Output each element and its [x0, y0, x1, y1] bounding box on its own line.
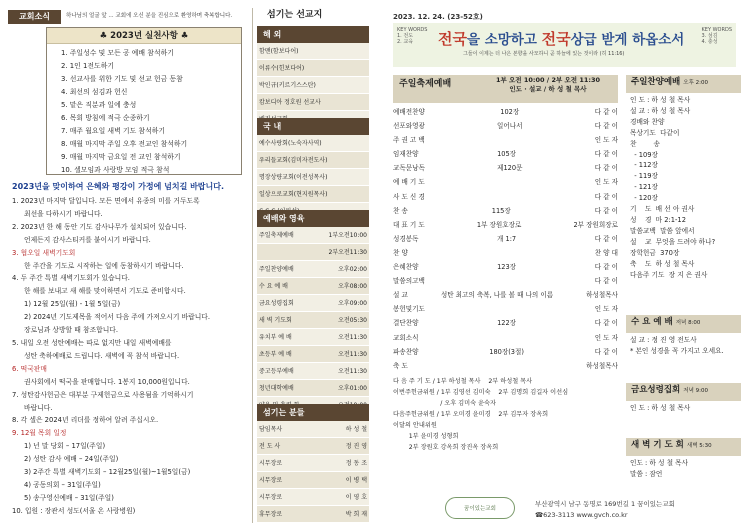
service-item-name: 은혜찬양 [393, 263, 419, 272]
domestic-item-name: 예수사랑회(노숙자사역) [259, 140, 322, 147]
worship-row [257, 346, 369, 363]
praise-line: 말씀교백 말씀 앞에서 [630, 226, 695, 235]
praise-line: 장학헌금 370장 [630, 248, 680, 257]
overseas-item [257, 77, 369, 94]
service-item-detail [425, 190, 595, 204]
praise-line: 인 도 : 하 성 철 목사 [630, 96, 691, 104]
announcement-line: 1. 2023년 마지막 달입니다. 모든 면에서 유종의 미를 거두도록 [12, 197, 200, 205]
servant-row-label: 전 도 사 [259, 443, 281, 450]
keywords-right: KEY WORDS 3. 섬김 4. 충성 [701, 27, 732, 45]
announcement-list [12, 195, 250, 518]
service-item-leader: 다 같 이 [594, 192, 618, 201]
praise-line: 축 도 하 성 철 목사 [630, 259, 695, 268]
servant-row-value: 이 영 호 [345, 494, 367, 501]
announcement-line: 1) 12월 25일(월) - 1월 5일(금) [24, 300, 121, 309]
service-item-detail [425, 274, 595, 288]
worship-row-value: 오전11:30 [338, 368, 367, 375]
servants-list [257, 421, 369, 523]
servant-row-label: 시무장로 [259, 460, 283, 467]
service-item-leader: 다 같 이 [594, 206, 618, 215]
practice-item: 5. 맡은 직분과 일에 충성 [61, 101, 137, 109]
friday-service: 금요성령집회 저녁 9:00 인 도 : 하 성 철 목사 [626, 383, 741, 416]
overseas-list [257, 43, 369, 128]
service-item-leader: 찬 양 대 [594, 248, 618, 257]
domestic-item-name: 우리들교회(김미자전도사) [259, 157, 328, 164]
announcement-line: 한 주간을 기도로 시작하는 일에 동참하시기 바랍니다. [24, 261, 184, 270]
service-item-detail: 102장 [500, 108, 520, 116]
service-item [393, 190, 618, 204]
servant-row-value: 박 희 재 [345, 511, 367, 518]
service-item-detail [425, 175, 595, 189]
roster-line: / 오후 김미숙 윤숙자 [393, 399, 497, 407]
service-item-detail [425, 302, 595, 316]
service-item [393, 147, 618, 161]
roster-line: 1부 윤미경 성형희 [393, 432, 459, 440]
banner-verse: 그들이 이제는 더 나은 본향을 사모하니 곧 하늘에 있는 것이라 (히 11:16) [463, 51, 625, 57]
announcement-line: 7. 성탄감사헌금은 대부분 구제헌금으로 사용됨을 기억하시기 [12, 390, 194, 399]
service-item-leader: 다 같 이 [594, 150, 618, 159]
worship-row-label: 유치부 예 배 [259, 334, 292, 341]
issue-date: 2023. 12. 24. (23-52호) [393, 13, 483, 21]
announcement-line: 6. 떡국판매 [12, 364, 47, 373]
announcement-line: 1) 넌 말 당회 – 17일(주일) [24, 442, 106, 451]
worship-row-label: 중고등부예배 [259, 368, 294, 375]
worship-row [257, 295, 369, 312]
servant-row-value: 이 병 택 [345, 477, 367, 484]
dawn-prayer: 새 벽 기 도 회 새벽 5:30 인도 : 하 성 철 목사 말씀 : 잠언 [626, 438, 741, 482]
domestic-section: 국 내 예수사랑회(노숙자사역) 우리들교회(김미자전도사) 명장상량교회(이전성목사) 일상으로교회(현지원목사) [257, 118, 369, 220]
overseas-item [257, 60, 369, 77]
service-item-leader: 인 도 자 [594, 333, 618, 342]
announcement-line: 10. 입원 : 장관서 성도(서울 온 사랑병원) [12, 506, 136, 515]
wednesday-service: 수 요 예 배 저녁 8:00 설 교 : 정 진 영 전도사 * 본인 성경을 꼭 가지고 오세요. [626, 315, 741, 359]
worship-row-value: 오후01:00 [338, 385, 367, 392]
roster-line: 다 음 주 기 도 / 1부 하성철 목사 2부 하성철 목사 [393, 377, 533, 385]
worship-row [257, 312, 369, 329]
praise-line: 찬 송 [630, 139, 660, 148]
announcement-line: 2) 2024년 기도제목을 적어서 다음 주에 가져오시기 바랍니다. [24, 313, 211, 322]
dawn-line: 인도 : 하 성 철 목사 [630, 459, 689, 467]
worship-section: 예배와 영육 주일축제예배 1부오전10:00 2부오전11:30 주일찬양예배 오후02:00 수 요 예 배 오후08:00 금요성령집회 오후09:00 새 벽 기도회 오전05:30 유치부 예 배 오전11:30 초등부 예 배 오전11:30 중고등부예배 오전11:30 청년대학예배 오후01:00 [257, 210, 369, 431]
service-item-name: 말씀의고백 [393, 277, 425, 286]
service-item-detail: 180장(3절) [489, 347, 524, 356]
worship-row-value: 오후08:00 [338, 283, 367, 290]
worship-row-label: 주일찬양예배 [259, 266, 294, 273]
service-item-name: 찬 송 [393, 206, 408, 215]
worship-row [257, 363, 369, 380]
mission-title: 섬기는 선교지 [267, 10, 323, 20]
service-item-detail [408, 359, 586, 373]
practice-item: 4. 최선의 섬김과 헌신 [61, 88, 128, 96]
church-logo: 꿈이있는교회 [445, 497, 515, 519]
praise-line: 기 도 배 선 아 권사 [630, 205, 695, 214]
overseas-item-name: 함맨(함보다어) [259, 48, 299, 55]
service-item-leader: 2부 장원희장로 [573, 220, 618, 229]
domestic-item [257, 152, 369, 169]
domestic-item [257, 135, 369, 152]
sunday-title: 주일축제예배 [393, 75, 478, 103]
worship-row-label: 수 요 예 배 [259, 283, 288, 290]
announcement-line: 성탄 축하예배로 드립니다. 새벽에 꼭 참석 바랍니다. [24, 351, 180, 360]
practice-item: 8. 매월 마지막 주일 오후 전교인 참석하기 [61, 140, 188, 148]
service-item-name: 사 도 신 경 [393, 192, 425, 201]
service-item-leader: 인 도 자 [594, 178, 618, 187]
service-item-name: 대 표 기 도 [393, 220, 425, 229]
service-item-detail: 122장 [497, 319, 517, 328]
fri-line: 인 도 : 하 성 철 목사 [630, 404, 691, 412]
banner-title: 전국을 소망하고 전국상급 받게 하옵소서 [438, 30, 685, 48]
service-item [393, 260, 618, 274]
worship-row-label: 새 벽 기도회 [259, 317, 292, 324]
sunday-time: 1부 오전 10:00 / 2부 오전 11:30 [495, 76, 601, 84]
servant-row-value: 정 진 영 [345, 443, 367, 450]
service-item-leader: 다 같 이 [594, 122, 618, 131]
service-item [393, 218, 618, 232]
worship-row-value: 오후09:00 [338, 300, 367, 307]
order-of-service [393, 105, 618, 373]
service-item-name: 예배전찬양 [393, 108, 425, 116]
announcement-line: 5) 송구영신예배 – 31일(주일) [24, 493, 114, 502]
service-item-leader: 하성철목사 [586, 361, 618, 370]
worship-row-label: 청년대학예배 [259, 385, 294, 392]
service-item-detail: 개 1:7 [497, 234, 517, 243]
church-news-tag: 교회소식 [8, 10, 61, 24]
announcement-line: 9. 12월 목회 일정 [12, 429, 67, 438]
servant-row-label: 시무장로 [259, 494, 283, 501]
service-item-detail: 105장 [497, 150, 517, 159]
service-item-detail [408, 246, 595, 260]
service-item [393, 331, 618, 345]
servant-row [257, 506, 369, 523]
service-item [393, 133, 618, 147]
service-item [393, 119, 618, 133]
announcement-line: 장로님과 상방할 때 참조합니다. [24, 326, 118, 335]
worship-row-value: 1부오전10:00 [328, 232, 367, 239]
service-item [393, 175, 618, 189]
worship-row-value: 오후02:00 [338, 266, 367, 273]
overseas-section: 해 외 함맨(함보다어) 이류수(힌보다어) 박인규(키르기스스탄) 캄보디아 정호원 선교사 [257, 26, 369, 128]
service-item-name: 예 배 기 도 [393, 178, 425, 187]
practice-box [46, 27, 242, 175]
service-item-name: 주 권 고 백 [393, 136, 425, 145]
service-item-name: 축 도 [393, 361, 408, 370]
sunday-worship [393, 75, 618, 453]
worship-row [257, 329, 369, 346]
service-item-leader: 하성철목사 [586, 291, 618, 300]
domestic-item-name: 명장상량교회(이전성목사) [259, 174, 328, 181]
service-item-name: 성경봉독 [393, 234, 419, 243]
servant-row-value: 하 성 철 [345, 426, 367, 433]
keywords-left: KEY WORDS 1. 전도 2. 교육 [397, 27, 428, 45]
service-item-detail [425, 133, 595, 147]
servant-row [257, 472, 369, 489]
service-item [393, 359, 618, 373]
service-item-detail: 1부 장원호장로 [476, 220, 522, 229]
announcement-line: 3. 협오일 새벽기도회 [12, 248, 76, 257]
practice-item: 1. 주일성수 및 모든 공 예배 참석하기 [61, 49, 174, 57]
service-item [393, 246, 618, 260]
worship-row-value: 오전11:30 [338, 351, 367, 358]
practice-title: ♣ 2023년 실천사항 ♣ [47, 28, 241, 44]
service-item-detail: 성탄 최고의 축복, 나를 볼 때 나의 이름 [440, 291, 554, 300]
servant-row-label: 휴무장로 [259, 511, 283, 518]
service-item-leader: 다 같 이 [594, 234, 618, 243]
praise-line: - 112장 [630, 161, 659, 170]
announcement-line: 4. 두 주간 특별 새벽기도회가 있습니다. [12, 274, 130, 283]
service-item-name: 교회소식 [393, 333, 419, 342]
service-item-name: 교독문낭독 [393, 164, 425, 173]
service-item-leader: 다 같 이 [594, 108, 618, 116]
service-item [393, 105, 618, 119]
announcement-line: 2. 2023년 한 해 동안 기도 감사나무가 설치되어 있습니다. [12, 222, 187, 231]
announcement-line: 언제든지 감사스티커를 붙이시기 바랍니다. [24, 235, 151, 244]
service-item [393, 161, 618, 175]
practice-item: 7. 매주 월요일 새벽 기도 참석하기 [61, 127, 166, 135]
wed-line: 설 교 : 정 진 영 전도사 [630, 336, 697, 344]
praise-line: 경배와 찬양 [630, 117, 665, 126]
praise-service: 주일찬양예배 오후 2:00 인 도 : 하 성 철 목사 설 교 : 하 성 철 목사 경배와 찬양 목상기도 다같이 찬 송 - 109장 - 112장 - 119장 - 121장 - 120장 기 도 배 선 아 권사 성 경 마 2:1-12 말씀교백 말씀 앞에서 설 교 무엇을 드려야 하나? 장학헌금 370장 축 도 하 성 철 목사 다음주 기도 장 지 은 권사 [626, 75, 741, 282]
worship-row [257, 261, 369, 278]
announcement-line: 바랍니다. [24, 403, 53, 412]
praise-line: 설 교 무엇을 드려야 하나? [630, 237, 716, 246]
worship-row [257, 380, 369, 397]
service-item [393, 204, 618, 218]
service-item-leader: 다 같 이 [594, 164, 618, 173]
praise-line: - 119장 [630, 172, 659, 181]
praise-line: 설 교 : 하 성 철 목사 [630, 106, 691, 115]
service-item-leader: 다 같 이 [594, 263, 618, 272]
servant-row-label: 시무장로 [259, 477, 283, 484]
worship-row-label: 금요성령집회 [259, 300, 294, 307]
practice-item: 3. 선교사를 위한 기도 및 선교 헌금 동참 [61, 75, 183, 83]
practice-item: 6. 목회 방침에 적극 순종하기 [61, 114, 150, 122]
service-item-leader: 다 같 이 [594, 347, 618, 356]
service-item [393, 345, 618, 359]
praise-line: - 121장 [630, 183, 659, 192]
service-item-name: 임재찬양 [393, 150, 419, 159]
overseas-item-name: 캄보디아 정호원 선교사 [259, 99, 321, 106]
service-item [393, 232, 618, 246]
domestic-item [257, 186, 369, 203]
service-item [393, 316, 618, 330]
service-item-leader: 인 도 자 [594, 136, 618, 145]
servants-section: 섬기는 분들 담임목사 하 성 철 전 도 사 정 진 영 시무장로 정 동 조 시무장로 이 병 택 시무장로 이 영 호 휴무장로 박 희 재 [257, 404, 369, 523]
roster-line: 다음주헌금위원 / 1부 오미경 윤미경 2부 김무자 장옥희 [393, 410, 549, 418]
worship-row-value: 오전05:30 [338, 317, 367, 324]
worship-schedule [257, 227, 369, 431]
service-item-detail: 일어나서 [497, 122, 523, 131]
worship-row [257, 244, 369, 261]
column-divider [252, 8, 253, 523]
service-item-leader: 다 같 이 [594, 277, 618, 286]
servant-row [257, 438, 369, 455]
worship-row [257, 227, 369, 244]
domestic-list [257, 135, 369, 220]
announcement-line: 5. 내일 오전 성탄예배는 따로 없지만 내일 새벽예배를 [12, 338, 172, 347]
overseas-item [257, 94, 369, 111]
service-item-leader: 다 같 이 [594, 319, 618, 328]
service-item-detail [418, 331, 594, 345]
service-item-name: 파송찬양 [393, 347, 419, 356]
dawn-line: 말씀 : 잠언 [630, 469, 663, 478]
practice-item: 2. 1인 1전도하기 [61, 62, 115, 70]
practice-list [47, 44, 241, 177]
church-address: 부산광역시 남구 동명로 169번길 1 꿈이있는교회 ☎623-3113 www.gvch.co.kr [535, 500, 675, 519]
service-item [393, 288, 618, 302]
right-page [375, 0, 750, 530]
service-item-name: 결단찬양 [393, 319, 419, 328]
announcement-line: 한 해를 보내고 새 해를 맞이하면서 기도로 준비합시다. [24, 287, 186, 296]
servant-row-label: 담임목사 [259, 426, 283, 433]
praise-line: 목상기도 다같이 [630, 128, 680, 137]
roster-line: 이번주헌금위원 / 1부 김영선 김미숙 2부 김명희 김길자 이선심 [393, 388, 569, 396]
overseas-item-name: 이류수(힌보다어) [259, 65, 305, 72]
praise-line: 다음주 기도 장 지 은 권사 [630, 270, 708, 279]
domestic-item-name: 일상으로교회(현지원목사) [259, 191, 328, 198]
service-item-name: 찬 양 [393, 248, 408, 257]
duty-roster [393, 376, 618, 453]
theme-banner [393, 23, 736, 67]
intro-heading: 2023년을 맞이하여 은혜와 평강이 가정에 넘치길 바랍니다. [12, 182, 225, 191]
overseas-item-name: 박인규(키르기스스탄) [259, 82, 316, 89]
service-item-name: 선포와영광 [393, 122, 425, 131]
overseas-item [257, 43, 369, 60]
praise-line: - 120장 [630, 194, 659, 203]
roster-line: 2부 장원호 강옥희 장진옥 장옥희 [393, 443, 499, 451]
service-item-detail: 115장 [491, 206, 511, 215]
roster-line: 이달의 안내위원 [393, 421, 437, 429]
worship-row-value: 2부오전11:30 [328, 249, 367, 256]
wed-line: * 본인 성경을 꼭 가지고 오세요. [630, 346, 724, 355]
announcement-line: 4) 공동의회 – 31일(주일) [24, 480, 101, 489]
announcement-line: 3) 2주간 특별 새벽기도회 – 12월25일(월)~1월5일(금) [24, 468, 191, 477]
worship-row-value: 오전11:30 [338, 334, 367, 341]
service-item [393, 274, 618, 288]
sunday-leader: 인도 · 설교 / 하 성 철 목사 [509, 85, 587, 93]
praise-line: 성 경 마 2:1-12 [630, 215, 686, 224]
service-item-detail: 123장 [497, 263, 517, 272]
servant-row [257, 421, 369, 438]
service-item-name: 봉헌및기도 [393, 305, 425, 314]
welcome-text: 하나님의 얼굴 앞 ... 교회에 오신 분을 진심으로 환영하며 축복합니다. [66, 13, 233, 19]
servant-row [257, 455, 369, 472]
servant-row [257, 489, 369, 506]
domestic-item [257, 169, 369, 186]
announcement-line: 권사회에서 떡국을 판매합니다. 1봉지 10,000원입니다. [24, 377, 190, 386]
announcement-line: 최선을 다하시기 바랍니다. [24, 209, 103, 218]
practice-item: 9. 매월 마지막 금요일 전 교인 참석하기 [61, 153, 181, 161]
announcement-line: 2) 성탄 감사 예배 – 24일(주일) [24, 455, 119, 464]
announcement-line: 8. 각 셀은 2024년 리더를 정하여 알려 주십시오. [12, 416, 159, 425]
service-item-leader: 인 도 자 [594, 305, 618, 314]
worship-row [257, 278, 369, 295]
worship-row-label: 초등부 예 배 [259, 351, 292, 358]
service-item-name: 설 교 [393, 291, 408, 300]
praise-line: - 109장 [630, 150, 659, 159]
servant-row-value: 정 동 조 [345, 460, 367, 467]
service-item-detail: 제120문 [497, 164, 523, 173]
practice-item: 10. 셀모임과 사랑방 모임 적극 참석 [61, 166, 170, 174]
service-item [393, 302, 618, 316]
worship-row-label: 주일축제예배 [259, 232, 294, 239]
